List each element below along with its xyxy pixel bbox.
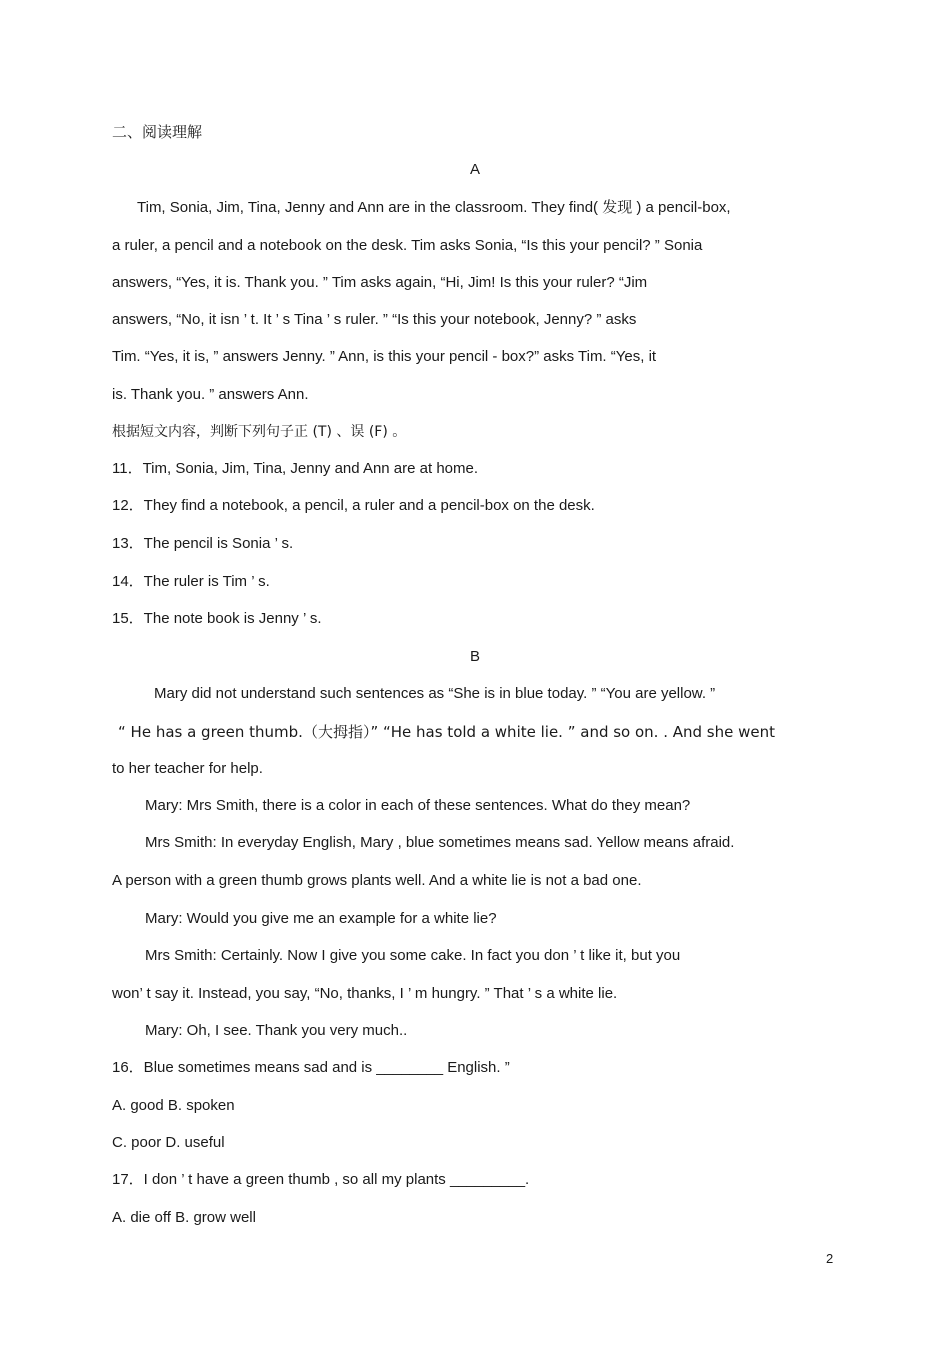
passage-a-line-2: a ruler, a pencil and a notebook on the desk. Tim asks Sonia, “Is this your pencil? ” Sonia	[112, 237, 703, 254]
dialogue-mary-1: Mary: Mrs Smith, there is a color in each of these sentences. What do they mean?	[145, 797, 691, 814]
dialogue-smith-1-cont: A person with a green thumb grows plants well. And a white lie is not a bad one.	[112, 872, 642, 889]
question-12: 12．They find a notebook, a pencil, a ruler and a pencil-box on the desk.	[112, 497, 595, 514]
passage-b-line-2: “ He has a green thumb.（大拇指）” “He has told a white lie. ” and so on. . And she went	[118, 723, 776, 741]
question-16-options-ab: A. good B. spoken	[112, 1097, 235, 1114]
dialogue-smith-1: Mrs Smith: In everyday English, Mary , blue sometimes means sad. Yellow means afraid.	[145, 834, 735, 851]
passage-a-line-1: Tim, Sonia, Jim, Tina, Jenny and Ann are in the classroom. They find( 发现 ) a pencil-box,	[137, 199, 731, 216]
passage-a-line-6: is. Thank you. ” answers Ann.	[112, 386, 309, 403]
passage-a-line-4: answers, “No, it isn ’ t. It ’ s Tina ’ s ruler. ” “Is this your notebook, Jenny? ” asks	[112, 311, 637, 328]
passage-b-line-1: Mary did not understand such sentences as “She is in blue today. ” “You are yellow. ”	[154, 685, 716, 702]
question-15: 15．The note book is Jenny ’ s.	[112, 610, 322, 627]
section-title: 二、阅读理解	[112, 123, 203, 141]
question-16-options-cd: C. poor D. useful	[112, 1134, 225, 1151]
dialogue-mary-2: Mary: Would you give me an example for a white lie?	[145, 910, 497, 927]
dialogue-mary-3: Mary: Oh, I see. Thank you very much..	[145, 1022, 408, 1039]
dialogue-smith-2-cont: won’ t say it. Instead, you say, “No, thanks, I ’ m hungry. ” That ’ s a white lie.	[112, 985, 618, 1002]
passage-b-heading: B	[469, 648, 480, 665]
passage-b-line-3: to her teacher for help.	[112, 760, 263, 777]
passage-a-heading: A	[469, 161, 480, 178]
passage-a-line-5: Tim. “Yes, it is, ” answers Jenny. ” Ann, is this your pencil - box?” asks Tim. “Yes, it	[112, 348, 657, 365]
question-14: 14．The ruler is Tim ’ s.	[112, 573, 270, 590]
question-16: 16．Blue sometimes means sad and is ________ English. ”	[112, 1059, 510, 1076]
question-11: 11．Tim, Sonia, Jim, Tina, Jenny and Ann are at home.	[112, 460, 479, 477]
dialogue-smith-2: Mrs Smith: Certainly. Now I give you some cake. In fact you don ’ t like it, but you	[145, 947, 681, 964]
question-17: 17．I don ’ t have a green thumb , so all my plants _________.	[112, 1171, 530, 1188]
page-number: 2	[826, 1251, 834, 1266]
question-13: 13．The pencil is Sonia ’ s.	[112, 535, 294, 552]
passage-a-line-3: answers, “Yes, it is. Thank you. ” Tim asks again, “Hi, Jim! Is this your ruler? “Jim	[112, 274, 648, 291]
question-17-options-ab: A. die off B. grow well	[112, 1209, 256, 1226]
passage-a-instruction: 根据短文内容，判断下列句子正 (T) 、误 (F) 。	[112, 424, 407, 440]
